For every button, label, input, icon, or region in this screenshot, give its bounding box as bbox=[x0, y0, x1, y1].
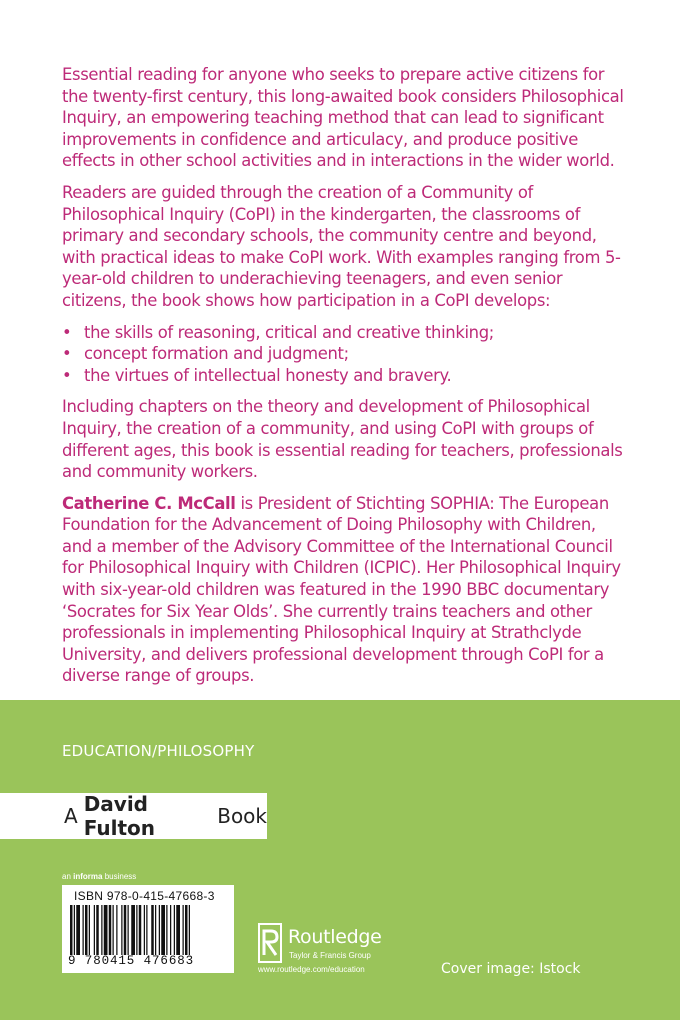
isbn-label: ISBN 978-0-415-47668-3 bbox=[74, 889, 215, 903]
bullet-text: concept formation and judgment; bbox=[84, 344, 349, 364]
author-bio bbox=[62, 493, 630, 687]
blurb bbox=[62, 64, 630, 697]
imprint-suffix: Book bbox=[217, 804, 267, 828]
informa-word: informa bbox=[73, 872, 103, 881]
bullet-marker: • bbox=[62, 344, 72, 364]
bullet-marker: • bbox=[62, 322, 72, 342]
routledge-r-icon bbox=[258, 923, 282, 963]
informa-suffix: business bbox=[104, 872, 137, 881]
bullet-text: the virtues of intellectual honesty and bravery. bbox=[84, 365, 452, 385]
barcode-digits: 9 780415 476683 bbox=[68, 954, 195, 968]
blurb-paragraph-3: Including chapters on the theory and development of Philosophical Inquiry, the creation of a community, and using CoPI with groups of different ages, this book is essential reading for teachers, professionals and community workers. bbox=[62, 397, 623, 482]
list-item bbox=[62, 343, 630, 365]
publisher-logo bbox=[258, 923, 408, 973]
blurb-paragraph-1: Essential reading for anyone who seeks to prepare active citizens for the twenty-first century, this long-awaited book considers Philosophical Inquiry, an empowering teaching method that can lead to significant improvements in confidence and articulacy, and produce positive effects in other school activities and in interactions in the wider world. bbox=[62, 65, 624, 171]
barcode-panel bbox=[62, 885, 234, 973]
imprint-name: David Fulton bbox=[83, 792, 155, 840]
subject-category: EDUCATION/PHILOSOPHY bbox=[62, 742, 255, 760]
author-bio-text: is President of Stichting SOPHIA: The European Foundation for the Advancement of Doing Philosophy with Children, and a member of the Advisory Committee of the International Council for Philosophical Inquiry with Children (ICPIC). Her Philosophical Inquiry with six-year-old children was featured in the 1990 BBC documentary ‘Socrates for Six Year Olds’. She currently trains teachers and other professionals in implementing Philosophical Inquiry at Strathclyde University, and delivers professional development through CoPI for a diverse range of groups. bbox=[62, 493, 621, 686]
informa-prefix: an bbox=[62, 872, 71, 881]
informa-business-line bbox=[62, 872, 136, 881]
barcode-icon bbox=[68, 905, 228, 955]
bullet-text: the skills of reasoning, critical and creative thinking; bbox=[84, 322, 494, 342]
bullet-list bbox=[62, 322, 630, 387]
imprint-prefix: A bbox=[64, 804, 78, 828]
cover-credit: Cover image: Istock bbox=[441, 961, 581, 977]
author-name: Catherine C. McCall bbox=[62, 493, 236, 513]
publisher-name: Routledge bbox=[288, 926, 382, 948]
imprint-label bbox=[0, 793, 267, 839]
bullet-marker: • bbox=[62, 365, 72, 385]
list-item bbox=[62, 322, 630, 344]
list-item bbox=[62, 365, 630, 387]
blurb-paragraph-2: Readers are guided through the creation of a Community of Philosophical Inquiry (CoPI) in the kindergarten, the classrooms of primary and secondary schools, the community centre and beyond, with practical ideas to make CoPI work. With examples ranging from 5-year-old children to underachieving teenagers, and even senior citizens, the book shows how participation in a CoPI develops: bbox=[62, 182, 621, 310]
publisher-group: Taylor & Francis Group bbox=[289, 951, 371, 960]
publisher-url: www.routledge.com/education bbox=[258, 965, 365, 974]
